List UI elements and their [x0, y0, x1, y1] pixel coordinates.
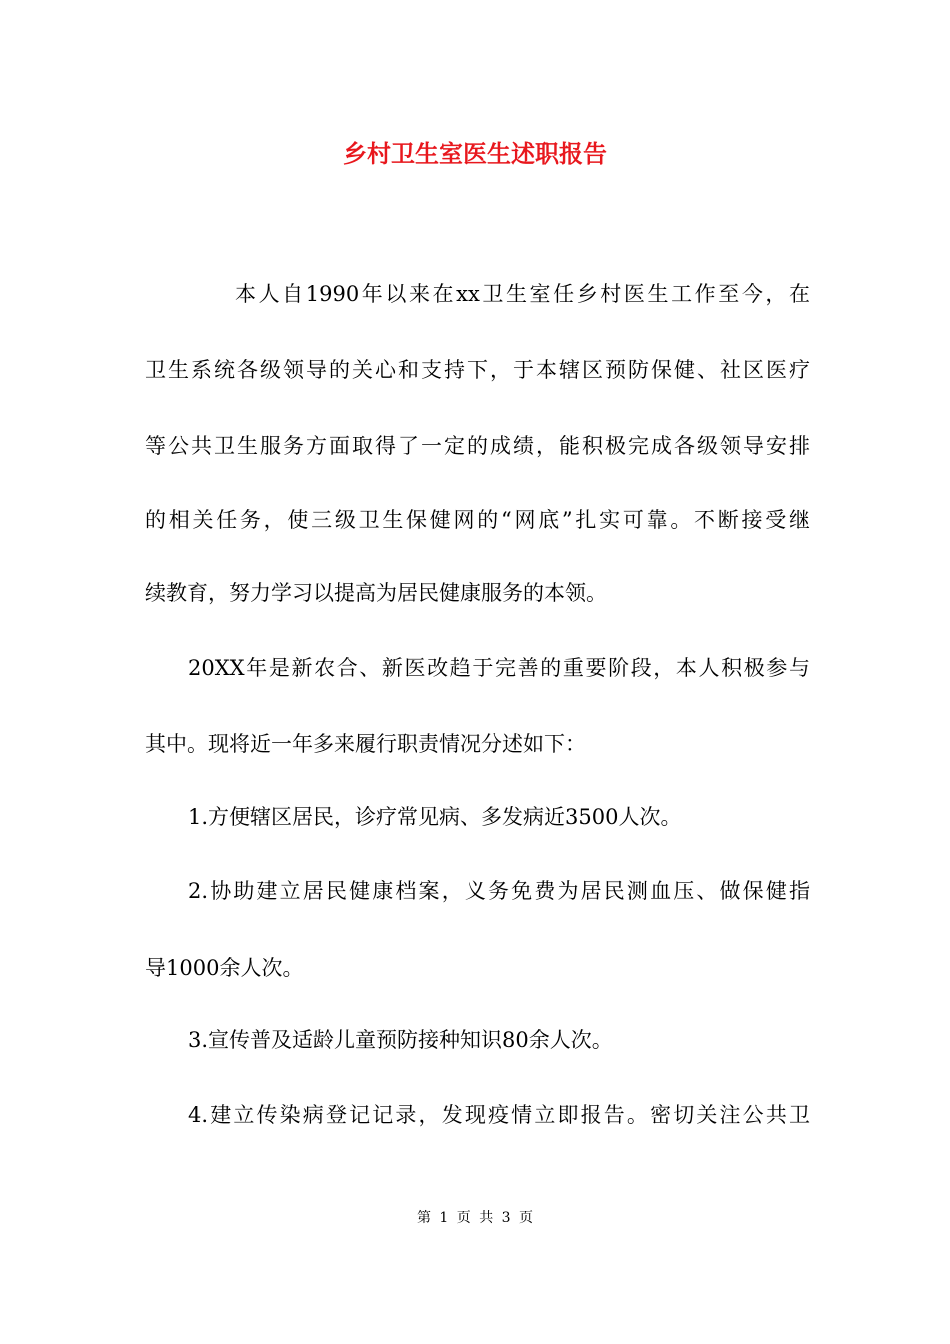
page-number-footer: 第 1 页 共 3 页	[416, 1210, 534, 1226]
paragraph-line: 卫生系统各级领导的关心和支持下，于本辖区预防保健、社区医疗	[145, 358, 810, 382]
list-item: 1.方便辖区居民，诊疗常见病、多发病近3500人次。	[188, 805, 682, 829]
paragraph-line: 其中。现将近一年多来履行职责情况分述如下：	[145, 732, 586, 756]
paragraph-line: 的相关任务，使三级卫生保健网的“网底”扎实可靠。不断接受继	[145, 508, 810, 532]
list-item: 2.协助建立居民健康档案，义务免费为居民测血压、做保健指	[188, 879, 810, 903]
list-item-continuation: 导1000余人次。	[145, 956, 304, 980]
paragraph-line: 续教育，努力学习以提高为居民健康服务的本领。	[145, 581, 607, 605]
paragraph-line: 20XX年是新农合、新医改趋于完善的重要阶段，本人积极参与	[188, 656, 810, 680]
paragraph-line: 等公共卫生服务方面取得了一定的成绩，能积极完成各级领导安排	[145, 434, 810, 458]
list-item: 4.建立传染病登记记录，发现疫情立即报告。密切关注公共卫	[188, 1103, 810, 1127]
document-title: 乡村卫生室医生述职报告	[343, 139, 607, 168]
list-item: 3.宣传普及适龄儿童预防接种知识80余人次。	[188, 1028, 613, 1052]
paragraph-line: 本人自1990年以来在xx卫生室任乡村医生工作至今，在	[235, 282, 810, 306]
